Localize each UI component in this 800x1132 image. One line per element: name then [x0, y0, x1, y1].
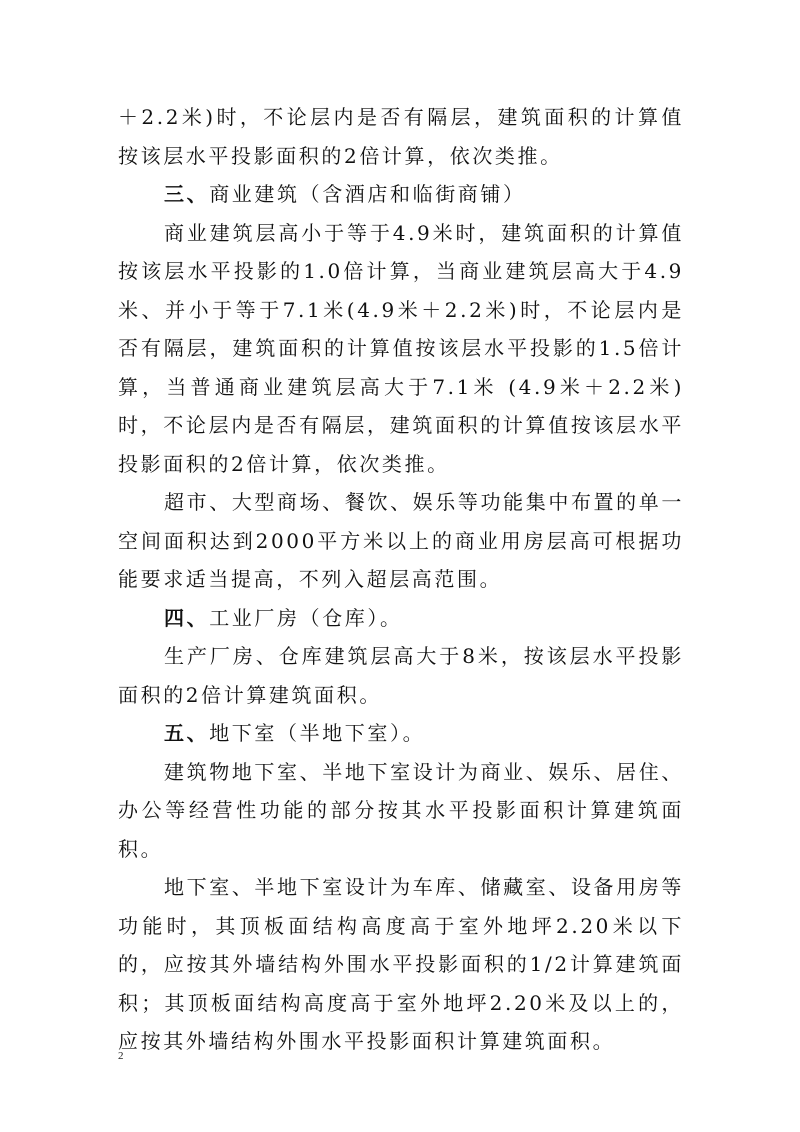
section-title: 工业厂房（仓库）。	[209, 605, 403, 630]
section-title: 商业建筑（含酒店和临街商铺）	[209, 182, 526, 206]
page-number: 2	[118, 1050, 124, 1062]
paragraph-basement-garage: 地下室、半地下室设计为车库、储藏室、设备用房等功能时，其顶板面结构高度高于室外地坪2.20米以下的，应按其外墙结构外围水平投影面积的1/2计算建筑面积；其顶板面结构高度高于室外地坪2.20米及以上的，应按其外墙结构外围水平投影面积计算建筑面积。	[118, 875, 684, 1053]
section-heading-industrial	[118, 599, 684, 638]
section-heading-basement	[118, 714, 684, 753]
section-number: 三、	[164, 182, 210, 206]
section-number: 四、	[164, 605, 210, 630]
section-heading-commercial	[118, 175, 684, 214]
paragraph-continuation: ＋2.2米)时，不论层内是否有隔层，建筑面积的计算值按该层水平投影面积的2倍计算，依次类推。	[118, 105, 684, 168]
paragraph-basement-commercial: 建筑物地下室、半地下室设计为商业、娱乐、居住、办公等经营性功能的部分按其水平投影面积计算建筑面积。	[118, 759, 684, 861]
paragraph-factory: 生产厂房、仓库建筑层高大于8米，按该层水平投影面积的2倍计算建筑面积。	[118, 644, 684, 707]
document-page	[118, 98, 684, 1061]
section-number: 五、	[164, 721, 210, 745]
paragraph-commercial-height: 商业建筑层高小于等于4.9米时，建筑面积的计算值按该层水平投影的1.0倍计算，当商业建筑层高大于4.9米、并小于等于7.1米(4.9米＋2.2米)时，不论层内是否有隔层，建筑面积的计算值按该层水平投影的1.5倍计算，当普通商业建筑层高大于7.1米 (4.9米＋2.2米)时，不论层内是否有隔层，建筑面积的计算值按该层水平投影面积的2倍计算，依次类推。	[118, 220, 684, 476]
section-title: 地下室（半地下室）。	[209, 721, 426, 745]
paragraph-supermarket: 超市、大型商场、餐饮、娱乐等功能集中布置的单一空间面积达到2000平方米以上的商业用房层高可根据功能要求适当提高，不列入超层高范围。	[118, 490, 684, 591]
